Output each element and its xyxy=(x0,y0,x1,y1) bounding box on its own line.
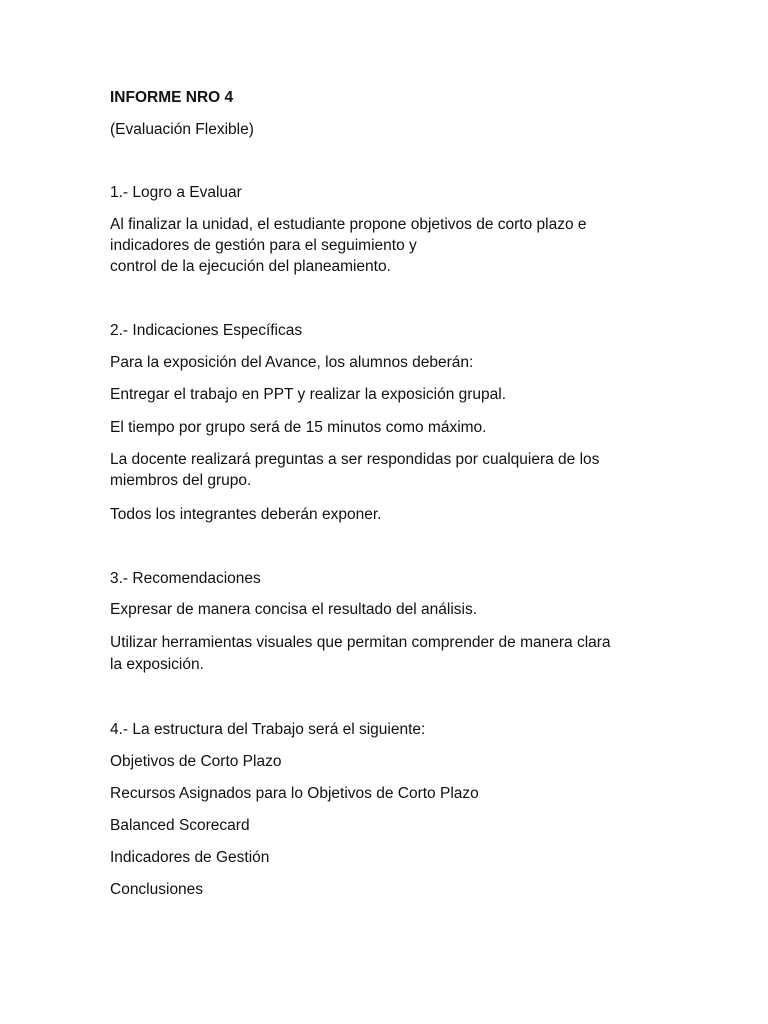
section-1-heading: 1.- Logro a Evaluar xyxy=(110,184,242,201)
section-4-item: Objetivos de Corto Plazo xyxy=(110,753,282,770)
document-title: INFORME NRO 4 xyxy=(110,89,234,106)
section-1-paragraph-line: Al finalizar la unidad, el estudiante propone objetivos de corto plazo e xyxy=(110,216,587,233)
section-4-item: Indicadores de Gestión xyxy=(110,849,270,866)
section-1-paragraph-line: indicadores de gestión para el seguimiento y xyxy=(110,237,417,254)
section-2-heading: 2.- Indicaciones Específicas xyxy=(110,322,303,339)
section-2-item: El tiempo por grupo será de 15 minutos como máximo. xyxy=(110,419,487,436)
section-4-item: Balanced Scorecard xyxy=(110,817,250,834)
section-3-heading: 3.- Recomendaciones xyxy=(110,570,261,587)
section-1-paragraph-line: control de la ejecución del planeamiento. xyxy=(110,258,391,275)
section-2-intro: Para la exposición del Avance, los alumnos deberán: xyxy=(110,354,474,371)
section-4-heading: 4.- La estructura del Trabajo será el siguiente: xyxy=(110,721,426,738)
section-2-item: Entregar el trabajo en PPT y realizar la exposición grupal. xyxy=(110,386,507,403)
section-2-item-line: La docente realizará preguntas a ser respondidas por cualquiera de los xyxy=(110,451,600,468)
section-4-item: Conclusiones xyxy=(110,881,204,898)
section-2-item: Todos los integrantes deberán exponer. xyxy=(110,506,382,523)
section-3-item-line: Utilizar herramientas visuales que permitan comprender de manera clara xyxy=(110,634,611,651)
section-2-item-line: miembros del grupo. xyxy=(110,472,252,489)
document-subtitle: (Evaluación Flexible) xyxy=(110,121,254,138)
section-3-item-line: la exposición. xyxy=(110,656,204,673)
section-3-item: Expresar de manera concisa el resultado del análisis. xyxy=(110,601,478,618)
section-4-item: Recursos Asignados para lo Objetivos de Corto Plazo xyxy=(110,785,479,802)
